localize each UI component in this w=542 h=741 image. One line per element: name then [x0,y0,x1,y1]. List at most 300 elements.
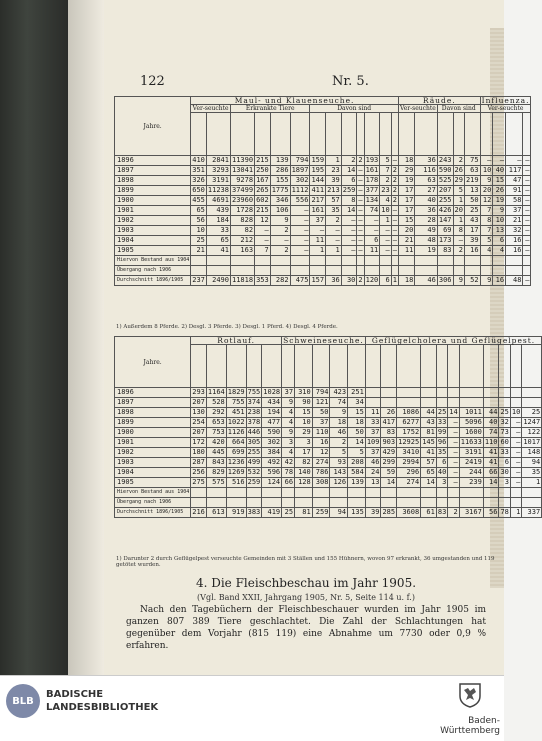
table-cell [364,256,380,266]
table-cell: 528 [206,398,226,408]
table-cell: 17 [464,226,480,236]
row-year: 1900 [115,428,191,438]
table-cell: 250 [256,166,269,174]
table-cell: 2 [380,176,391,186]
table-cell [282,498,295,508]
table-cell: 286 [270,166,290,176]
table-cell: – [255,226,271,236]
table-cell: 17 [398,186,414,196]
table-cell: 7 [480,226,493,236]
table-cell: – [453,236,464,246]
table-cell: 9 [270,216,290,226]
table-cell: – [358,246,363,254]
table-cell: 3608 [397,508,421,518]
row-year: 1897 [115,398,191,408]
table-cell: – [480,156,493,166]
table-cell: 161 [365,166,379,174]
subheader-cell [453,113,464,156]
table-cell: 215 [256,156,269,164]
table-cell [464,266,480,276]
table-cell [295,498,313,508]
table-cell: 194 [262,408,282,418]
row-label: Hiervon Bestand aus 1904 [115,488,191,498]
table-cell: – [510,448,521,458]
table-cell: 1 [453,196,464,206]
table-cell: – [510,478,521,488]
table-cell [348,498,366,508]
table-cell: 378 [247,418,261,426]
table-cell: 237 [192,276,205,284]
table-cell [282,488,295,498]
table-cell: 794 [290,156,310,166]
book-binding [0,0,68,675]
table-cell: 477 [262,418,282,428]
table-cell: 8 [341,196,357,206]
table-cell: 2 [392,166,397,174]
table-cell [523,266,531,276]
table-cell: 613 [206,508,226,518]
table-cell: 39 [464,236,480,246]
table-cell: 36 [415,206,438,216]
table-cell: 43 [421,418,437,428]
table-row [115,226,531,236]
table-row [115,448,542,458]
table-cell [459,398,483,408]
table-cell [436,498,447,508]
table-cell: 9 [480,176,493,186]
table-cell: – [448,428,459,438]
table-cell [453,256,464,266]
subheader-cell [246,345,262,388]
table-cell: 1126 [227,428,245,436]
table-cell [459,388,483,398]
table-cell: – [290,216,310,226]
table-cell: 2490 [206,276,230,286]
table-cell: 602 [256,196,269,204]
subheader-cell [421,345,437,388]
table-cell [448,498,459,508]
table-cell: 903 [382,438,396,446]
table-cell: 1 [522,478,542,488]
table-cell: 1022 [227,418,245,426]
table-cell: 159 [311,156,325,164]
subheader-cell [437,113,453,156]
table-cell: 6 [499,458,510,468]
subheader-cell [459,345,483,388]
table-cell: 44 [483,408,499,418]
table-cell [522,388,542,398]
table-cell: 3293 [206,166,230,176]
col-head-verseuchte-3: Ver-seuchte [480,105,531,113]
table-cell: 2 [270,246,290,256]
table-cell: 40 [415,196,438,206]
table-cell: 829 [206,468,226,478]
table-cell [483,388,499,398]
table-cell: 25 [437,408,447,416]
table-cell [341,256,357,266]
table-cell: 410 [192,156,205,164]
table-cell: 14 [421,478,437,488]
table-cell: 14 [341,206,357,216]
table-cell: 13 [365,478,381,488]
subheader-cell [506,113,523,156]
table-cell [483,398,499,408]
table-cell: 40 [493,166,506,176]
table-cell: – [290,226,310,236]
subheader-cell [348,345,366,388]
table-row [115,408,542,418]
table-cell: 37 [282,388,295,398]
table-row [115,166,531,176]
subheader-cell [312,345,330,388]
table-cell: 1 [326,246,342,256]
library-name-line1: BADISCHE [46,689,104,700]
table1-footnote: 1) Außerdem 8 Pferde. 2) Desgl. 3 Pferde. 3) Desgl. 1 Pferd. 4) Desgl. 4 Pferde. [116,324,338,330]
table-cell: 419 [262,508,282,518]
table-cell: 110 [312,428,330,438]
library-footer [0,675,504,741]
table-cell: 4 [282,448,295,458]
table-cell: 3 [295,438,313,448]
subheader-cell [330,345,348,388]
table-cell: 117 [506,166,523,176]
table-cell: 1775 [271,186,289,194]
table-row [115,458,542,468]
table-row [115,186,531,196]
table-cell: 11 [310,236,326,246]
table-cell: 794 [312,388,330,398]
table-cell: 25 [464,206,480,216]
table-cell [381,388,397,398]
table-cell [364,266,380,276]
table-cell: 25 [500,408,509,416]
subheader-cell [262,345,282,388]
table-row-extra [115,266,531,276]
subheader-cell [365,345,381,388]
table-cell: 121 [312,398,330,408]
table-cell: 5 [380,156,391,166]
table-cell [506,256,523,266]
subheader-cell [398,113,414,156]
table-row [115,418,542,428]
table-cell: 1600 [459,428,483,438]
table-cell [436,388,447,398]
table-cell: 3191 [206,176,230,186]
section-paragraph: Nach den Tagebüchern der Fleischbeschauer wurden im Jahr 1905 im ganzen 807 389 Tiere geschlachtet. Die Zahl der Schlachtungen hat gegenüber dem Vorjahr (815 119) eine Abnahme um 7730 oder 0,9 % erfahren. [126,605,486,651]
table-cell: – [326,236,342,246]
table-cell: 26 [493,186,506,196]
table-cell: 14 [449,408,458,416]
table-cell: 259 [342,186,356,194]
subheader-cell [282,345,295,388]
table-cell: 14 [348,438,366,448]
table-cell: 1017 [523,438,541,446]
subheader-cell [436,345,447,388]
table-cell: 39 [365,508,381,518]
table-cell: 590 [438,166,452,174]
table-cell: – [448,438,459,448]
table-cell: 144 [311,176,325,184]
row-year: 1897 [115,166,191,176]
table-cell: 50 [464,196,480,206]
table-cell [381,488,397,498]
table-row [115,478,542,488]
table-cell: – [506,156,523,166]
row-year: 1896 [115,156,191,166]
table-cell: 11 [365,408,381,418]
table-cell: 426 [438,206,452,214]
table-cell: 193 [365,156,379,164]
table-cell [522,488,542,498]
table-cell: – [392,206,397,214]
subheader-cell [310,113,326,156]
table-cell: 135 [348,508,366,518]
table-cell: 21 [506,216,523,226]
table-cell: 106 [270,206,290,216]
table-row [115,398,542,408]
table-cell: 66 [282,478,295,488]
table-cell: 699 [226,448,246,458]
table-cell: 219 [465,176,479,184]
table-cell: 755 [226,398,246,408]
table-cell [312,488,330,498]
table-cell [365,398,381,408]
table-cell: 13 [493,226,506,236]
table-cell: 23960 [231,196,254,204]
table-cell: 13041 [231,166,254,174]
table-cell: 25 [522,408,542,418]
table-cell: 446 [247,428,261,436]
table-cell: 664 [226,438,246,448]
table-cell: 6 [364,236,380,246]
table-cell [348,488,366,498]
table-cell: 306 [438,276,452,284]
table-cell [255,256,271,266]
table-cell: 1 [380,216,391,226]
table-cell [510,498,521,508]
table-cell: 60 [500,438,509,446]
table-cell: 41 [421,448,437,458]
table-cell [206,266,230,276]
table-cell: 216 [192,508,205,516]
table-cell: 110 [484,438,498,446]
table-cell: 1247 [523,418,541,426]
table-cell [381,398,397,408]
table-cell: 140 [295,468,313,478]
table-cell: 43 [464,216,480,226]
table-cell: 2 [453,246,464,256]
table-cell [226,498,246,508]
table-cell: 25 [282,508,295,518]
table-cell: 296 [397,468,421,478]
table-cell [365,388,381,398]
table-cell: 83 [437,246,453,256]
subheader-cell [295,345,313,388]
table-cell: – [392,246,397,254]
subheader-cell [493,113,506,156]
table-cell: 207 [192,398,205,406]
table-cell: 10 [511,408,521,416]
table-cell: 9 [493,206,506,216]
table-cell [499,388,510,398]
table-cell: – [358,196,363,204]
table-cell: 94 [522,458,542,468]
row-year: 1904 [115,468,191,478]
table-cell: 217 [311,196,325,204]
table-cell: 1752 [397,428,421,438]
table-cell: 1 [326,156,342,166]
table-cell [421,398,437,408]
table-cell [357,266,364,276]
table-body [115,156,531,286]
table-cell: 33 [437,418,447,426]
table-cell: 16 [493,276,506,286]
table-cell: 37499 [231,186,254,194]
table-cell: 50 [348,428,366,438]
table-cell: 120 [365,276,379,284]
year-header-2: Jahre. [115,337,191,388]
subheader-cell [480,113,493,156]
table-cell: 11818 [231,276,254,284]
table-cell: 37 [310,216,326,226]
table-cell: 1236 [227,458,245,466]
table-cell: 26 [381,408,397,418]
table-cell: 65 [206,236,230,246]
table-cell: 33 [206,226,230,236]
subheader-cell [381,345,397,388]
table-cell: 15 [493,176,506,186]
table-cell [459,488,483,498]
table-cell: 3 [499,478,510,488]
table-row-extra [115,488,542,498]
table-cell [437,256,453,266]
row-year: 1903 [115,226,191,236]
table-cell: 207 [438,186,452,194]
table-cell: 207 [192,428,205,436]
table-cell: – [523,176,531,186]
row-year: 1902 [115,216,191,226]
table-cell: 256 [192,468,205,476]
table-cell: – [392,156,397,164]
table-cell: 383 [247,508,261,516]
table-cell: 93 [330,458,348,468]
table-cell: 299 [382,458,396,466]
table-cell: 90 [295,398,313,408]
table-cell: 239 [459,478,483,488]
table-cell: 525 [438,176,452,184]
table-cell: – [358,206,363,214]
table-row-average [115,276,531,286]
table-cell: 91 [506,186,523,196]
table-cell [295,488,313,498]
table-row [115,216,531,226]
table-cell: 21 [191,246,207,256]
table-cell: – [341,216,357,226]
table-cell: – [392,226,397,234]
table-cell: 346 [270,196,290,206]
table-cell: 180 [192,448,205,456]
table-cell: 2841 [206,156,230,166]
table-cell: 7 [480,206,493,216]
table-cell: 178 [365,176,379,184]
table-cell: 28 [415,216,438,226]
table-cell: 35 [437,448,447,456]
table-cell: 1728 [230,206,254,216]
table-cell: 82 [295,458,313,468]
row-label: Übergang nach 1906 [115,266,191,276]
table-cell: – [448,418,459,428]
table-cell: – [270,236,290,246]
table-cell: – [523,216,531,226]
table-cell: 274 [397,478,421,488]
table-cell: 6 [380,276,391,286]
table-cell: 184 [206,216,230,226]
table-cell: 786 [312,468,330,478]
table-cell: 254 [192,418,205,426]
table-cell: 139 [348,478,366,488]
table-cell: 74 [364,206,380,216]
row-year: 1901 [115,438,191,448]
table-cell [191,488,207,498]
table-cell: 377 [365,186,379,194]
subheader-cell [206,113,230,156]
table-cell: – [523,196,531,206]
table-cell: 83 [437,508,447,516]
table-cell: 5096 [459,418,483,428]
table-cell: – [523,166,531,176]
row-year: 1903 [115,458,191,468]
table-cell: 3410 [397,448,421,458]
table-cell: 37 [365,448,381,458]
table-cell: 274 [312,458,330,468]
table-cell: 56 [191,216,207,226]
subheader-cell [523,113,531,156]
table-cell [357,256,364,266]
row-year: 1902 [115,448,191,458]
group-header-schweineseuche: Schweineseuche. [283,336,364,345]
table-cell [255,266,271,276]
table-cell: 17 [398,206,414,216]
table-cell: 52 [464,276,480,286]
table-cell [326,266,342,276]
table-cell: 195 [311,166,325,174]
page-gutter [68,0,104,675]
table-cell: – [290,246,310,256]
subheader-cell [191,345,207,388]
row-year: 1905 [115,478,191,488]
table-cell: 32 [500,418,509,426]
table-cell: 2 [358,276,363,284]
group-header-gefluegel: Geflügelcholera und Geflügelpest. [365,337,541,345]
section-title: 4. Die Fleischbeschau im Jahr 1905. [195,576,417,590]
table-cell: 1269 [227,468,245,476]
library-name-line2: LANDESBIBLIOTHEK [46,702,159,713]
table-cell: 82 [230,226,254,236]
table-cell: 2 [453,156,464,166]
table-cell: 157 [311,276,325,284]
table-cell: 32 [506,226,523,236]
table-cell: – [448,468,459,478]
table-cell: 16 [464,246,480,256]
table-cell: 337 [522,508,542,518]
table-cell [397,498,421,508]
table-cell: 753 [206,428,226,438]
table-cell [480,266,493,276]
table-cell: – [448,458,459,468]
subheader-cell [380,113,391,156]
row-label: Hiervon Bestand aus 1904 [115,256,191,266]
table-cell [246,498,262,508]
